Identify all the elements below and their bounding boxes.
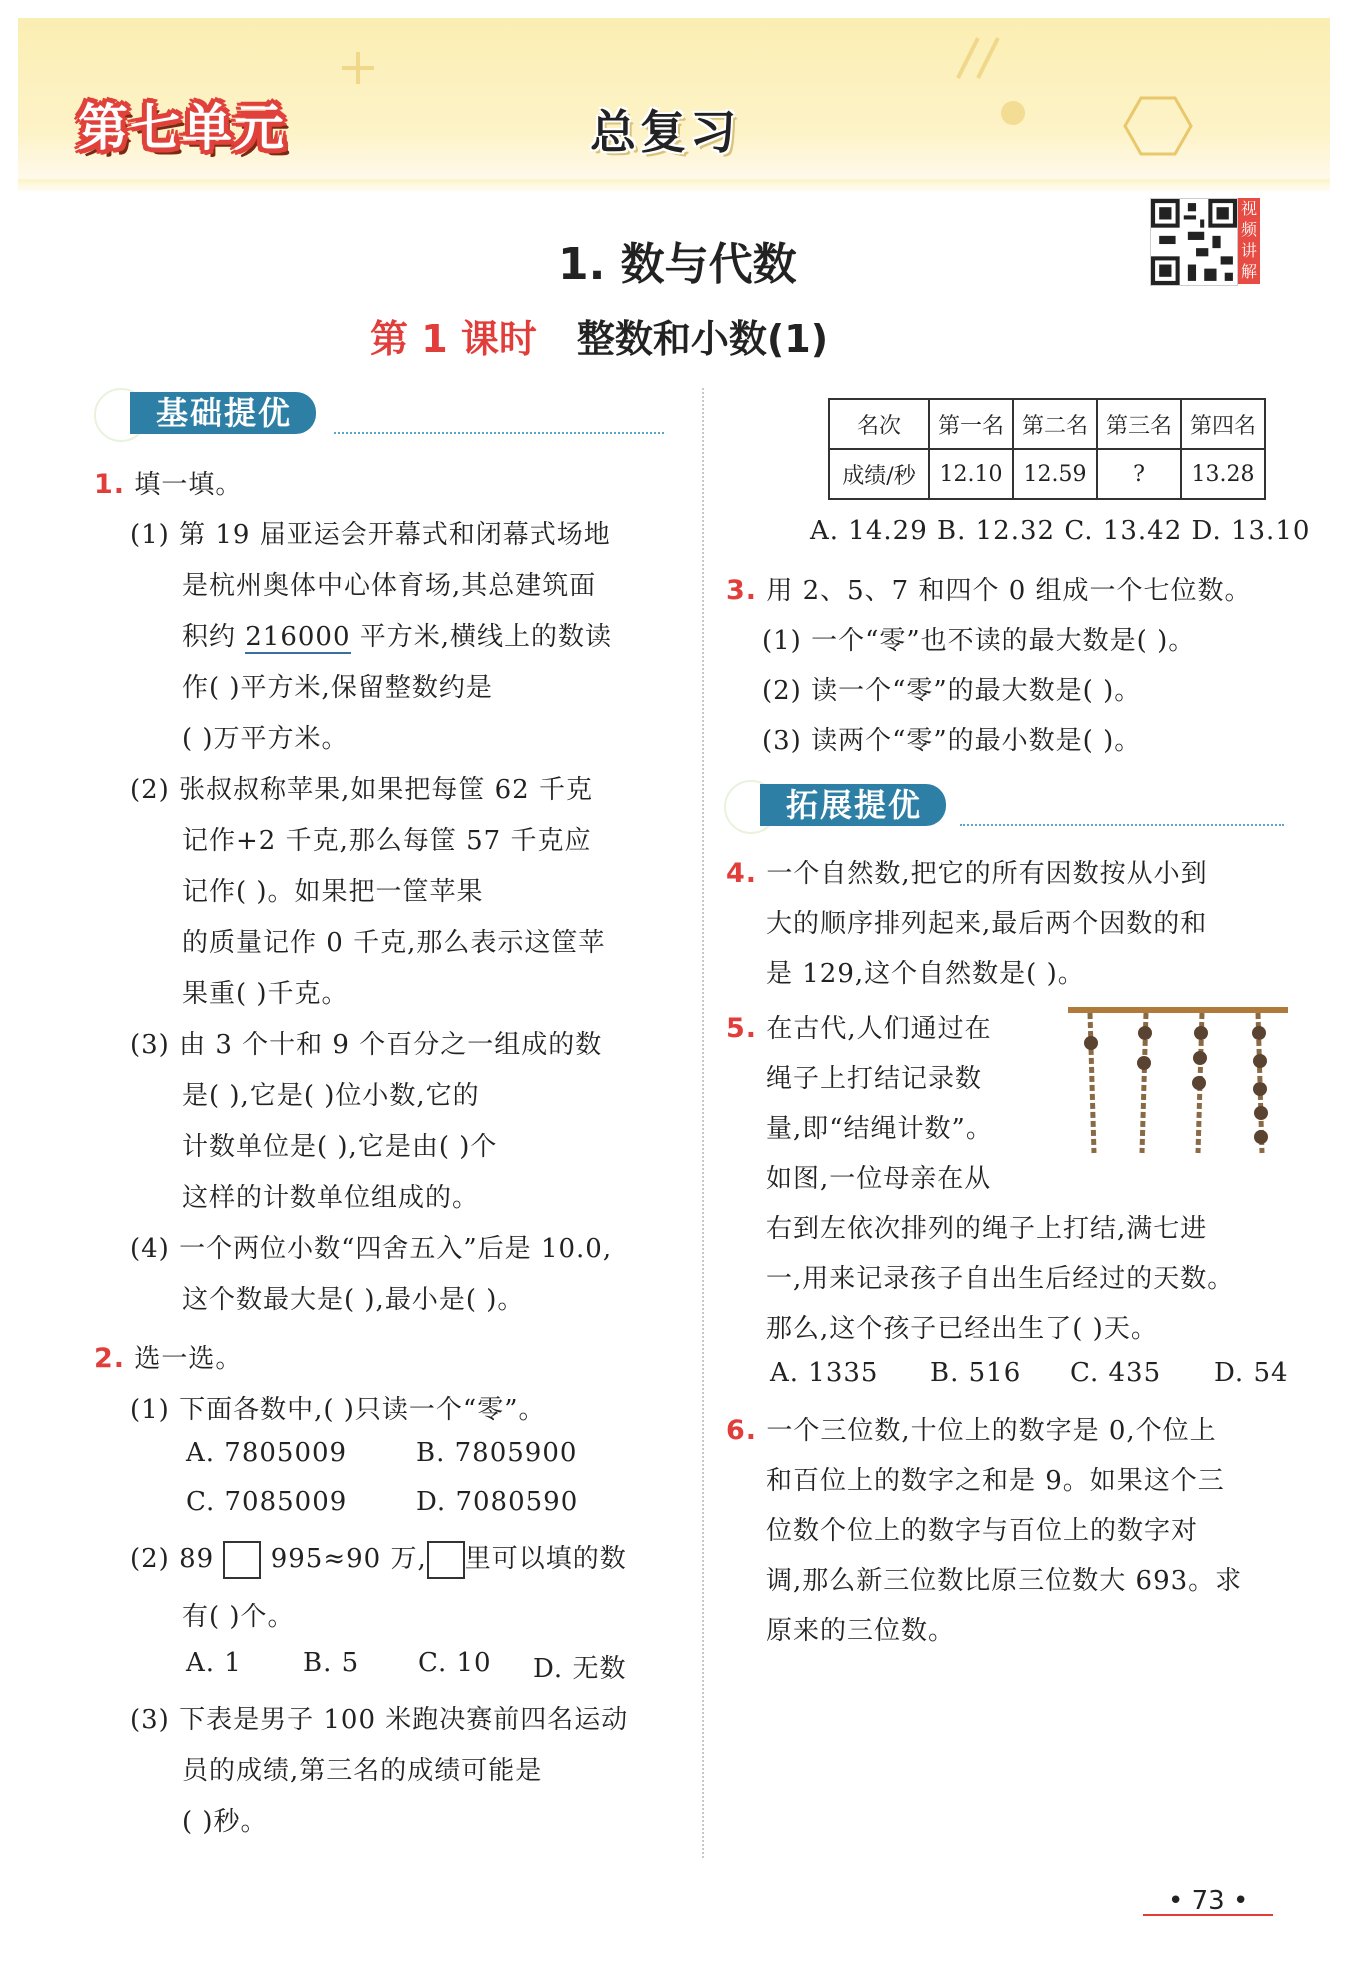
q2-p1-option-a: A. 7805009 (186, 1438, 348, 1468)
q1-title: 填一填。 (134, 470, 243, 500)
q5-line5: 右到左依次排列的绳子上打结,满七进 (766, 1214, 1208, 1244)
q2-p3-line2: 员的成绩,第三名的成绩可能是 (182, 1756, 543, 1786)
table-cell: ? (1097, 449, 1181, 499)
underlined-number: 216000 (245, 622, 351, 652)
q3-title: 用 2、5、7 和四个 0 组成一个七位数。 (766, 576, 1252, 606)
q1-p1-line5: ( )万平方米。 (182, 724, 349, 754)
q1-p3-line1: (3) 由 3 个十和 9 个百分之一组成的数 (130, 1030, 603, 1060)
q4-number: 4. (726, 858, 758, 889)
q2-p2-line2: 有( )个。 (182, 1602, 295, 1632)
q4-line1 (726, 853, 1208, 890)
column-divider (702, 388, 704, 1858)
q2-p2-text-a: (2) 89 (130, 1544, 215, 1574)
q5-line7: 那么,这个孩子已经出生了( )天。 (766, 1314, 1158, 1344)
table-cell: 12.10 (929, 449, 1013, 499)
basic-tag-label: 基础提优 (130, 392, 316, 434)
q3-item-2: (2) 读一个“零”的最大数是( )。 (762, 676, 1142, 706)
q5-line4: 如图,一位母亲在从 (766, 1164, 992, 1194)
section-title: 1. 数与代数 (558, 239, 797, 290)
race-results-table (828, 398, 1266, 500)
q5-number: 5. (726, 1013, 758, 1044)
q2-heading (94, 1338, 242, 1375)
q2-p2-line1 (130, 1538, 627, 1579)
q1-p3-line4: 这样的计数单位组成的。 (182, 1183, 480, 1213)
q1-p1-line4: 作( )平方米,保留整数约是 (182, 673, 493, 703)
unit-badge: 第七单元 (78, 99, 286, 157)
q6-line5: 原来的三位数。 (766, 1616, 956, 1646)
extended-tag-label: 拓展提优 (760, 784, 946, 826)
q6-number: 6. (726, 1415, 758, 1446)
table-cell: 第四名 (1181, 399, 1265, 449)
q5-line2: 绳子上打结记录数 (766, 1064, 983, 1094)
q4-line3: 是 129,这个自然数是( )。 (766, 959, 1085, 989)
q2-p1-option-d: D. 7080590 (416, 1487, 579, 1517)
q2-title: 选一选。 (134, 1344, 243, 1374)
answer-box-reference (427, 1541, 465, 1579)
dot-decoration (998, 98, 1028, 128)
q3-item-1: (1) 一个“零”也不读的最大数是( )。 (762, 626, 1196, 656)
q1-p2-line1: (2) 张叔叔称苹果,如果把每筐 62 千克 (130, 775, 593, 805)
q2-p2-option-c: C. 10 (418, 1648, 492, 1678)
q1-p1-text-b: 平方米,横线上的数读 (350, 622, 613, 652)
q5-line6: 一,用来记录孩子自出生后经过的天数。 (766, 1264, 1235, 1294)
knotted-ropes-illustration (1068, 1003, 1288, 1163)
hexagon-decoration (1123, 96, 1193, 156)
lesson-title (370, 308, 828, 363)
review-title: 总复习 (590, 105, 740, 159)
video-explain-label: 视频讲解 (1238, 198, 1260, 284)
q5-option-c: C. 435 (1070, 1358, 1162, 1388)
stroke-decoration (948, 28, 1008, 88)
basic-tag (94, 388, 664, 432)
q1-p1-line1: (1) 第 19 届亚运会开幕式和闭幕式场地 (130, 520, 611, 550)
q6-line3: 位数个位上的数字与百位上的数字对 (766, 1516, 1199, 1546)
q2-p3-line3: ( )秒。 (182, 1807, 268, 1837)
q1-p2-line4: 的质量记作 0 千克,那么表示这筐苹 (182, 928, 606, 958)
q6-line4: 调,那么新三位数比原三位数大 693。求 (766, 1566, 1243, 1596)
q3-item-3: (3) 读两个“零”的最小数是( )。 (762, 726, 1142, 756)
lesson-name: 整数和小数(1) (576, 317, 829, 361)
q1-heading (94, 464, 242, 501)
q5-option-b: B. 516 (930, 1358, 1022, 1388)
q2-p2-option-b: B. 5 (303, 1648, 360, 1678)
page-number: • 73 • (1168, 1886, 1249, 1916)
q1-p1-text-a: 积约 (182, 622, 246, 652)
q6-text-1: 一个三位数,十位上的数字是 0,个位上 (766, 1416, 1217, 1446)
q2-p3-line1: (3) 下表是男子 100 米跑决赛前四名运动 (130, 1705, 629, 1735)
table-cell: 名次 (829, 399, 929, 449)
table-cell: 第三名 (1097, 399, 1181, 449)
q1-p2-line3: 记作( )。如果把一筐苹果 (182, 877, 484, 907)
plus-decoration (338, 48, 378, 88)
qr-code-icon[interactable] (1150, 198, 1238, 286)
lesson-prefix: 第 1 课时 (370, 317, 537, 361)
page-number-underline (1143, 1914, 1273, 1916)
q2-p3-options: A. 14.29 B. 12.32 C. 13.42 D. 13.10 (810, 516, 1311, 546)
q2-p2-option-d: D. 无数 (533, 1654, 627, 1684)
q6-line2: 和百位上的数字之和是 9。如果这个三 (766, 1466, 1225, 1496)
q2-p1: (1) 下面各数中,( )只读一个“零”。 (130, 1395, 546, 1425)
table-cell: 12.59 (1013, 449, 1097, 499)
q4-line2: 大的顺序排列起来,最后两个因数的和 (766, 909, 1208, 939)
q4-text-1: 一个自然数,把它的所有因数按从小到 (766, 859, 1208, 889)
q2-p2-text-b: 995≈90 万, (270, 1544, 427, 1574)
q1-p2-line2: 记作+2 千克,那么每筐 57 千克应 (182, 826, 592, 856)
q6-line1 (726, 1410, 1217, 1447)
q2-p2-option-a: A. 1 (186, 1648, 242, 1678)
table-cell: 13.28 (1181, 449, 1265, 499)
table-row (829, 449, 1265, 499)
q5-option-a: A. 1335 (770, 1358, 879, 1388)
q1-p4-line2: 这个数最大是( ),最小是( )。 (182, 1285, 525, 1315)
q1-p1-line2: 是杭州奥体中心体育场,其总建筑面 (182, 571, 597, 601)
q2-p1-option-c: C. 7085009 (186, 1487, 348, 1517)
q2-p1-option-b: B. 7805900 (416, 1438, 578, 1468)
table-cell: 成绩/秒 (829, 449, 929, 499)
q1-p2-line5: 果重( )千克。 (182, 979, 349, 1009)
q3-heading (726, 570, 1252, 607)
q1-p3-line3: 计数单位是( ),它是由( )个 (182, 1132, 498, 1162)
q5-text-1: 在古代,人们通过在 (766, 1014, 992, 1044)
workbook-page (18, 18, 1330, 1946)
table-cell: 第二名 (1013, 399, 1097, 449)
q1-p1-line3 (182, 616, 612, 653)
extended-tag (724, 780, 1284, 824)
q5-option-d: D. 54 (1214, 1358, 1289, 1388)
q5-line1 (726, 1008, 992, 1045)
q1-p3-line2: 是( ),它是( )位小数,它的 (182, 1081, 480, 1111)
table-row (829, 399, 1265, 449)
q1-number: 1. (94, 469, 126, 500)
q2-p2-text-c: 里可以填的数 (464, 1544, 627, 1574)
q3-number: 3. (726, 575, 758, 606)
q2-number: 2. (94, 1343, 126, 1374)
q5-line3: 量,即“结绳计数”。 (766, 1114, 993, 1144)
answer-box[interactable] (223, 1541, 261, 1579)
table-cell: 第一名 (929, 399, 1013, 449)
q1-p4-line1: (4) 一个两位小数“四舍五入”后是 10.0, (130, 1234, 613, 1264)
